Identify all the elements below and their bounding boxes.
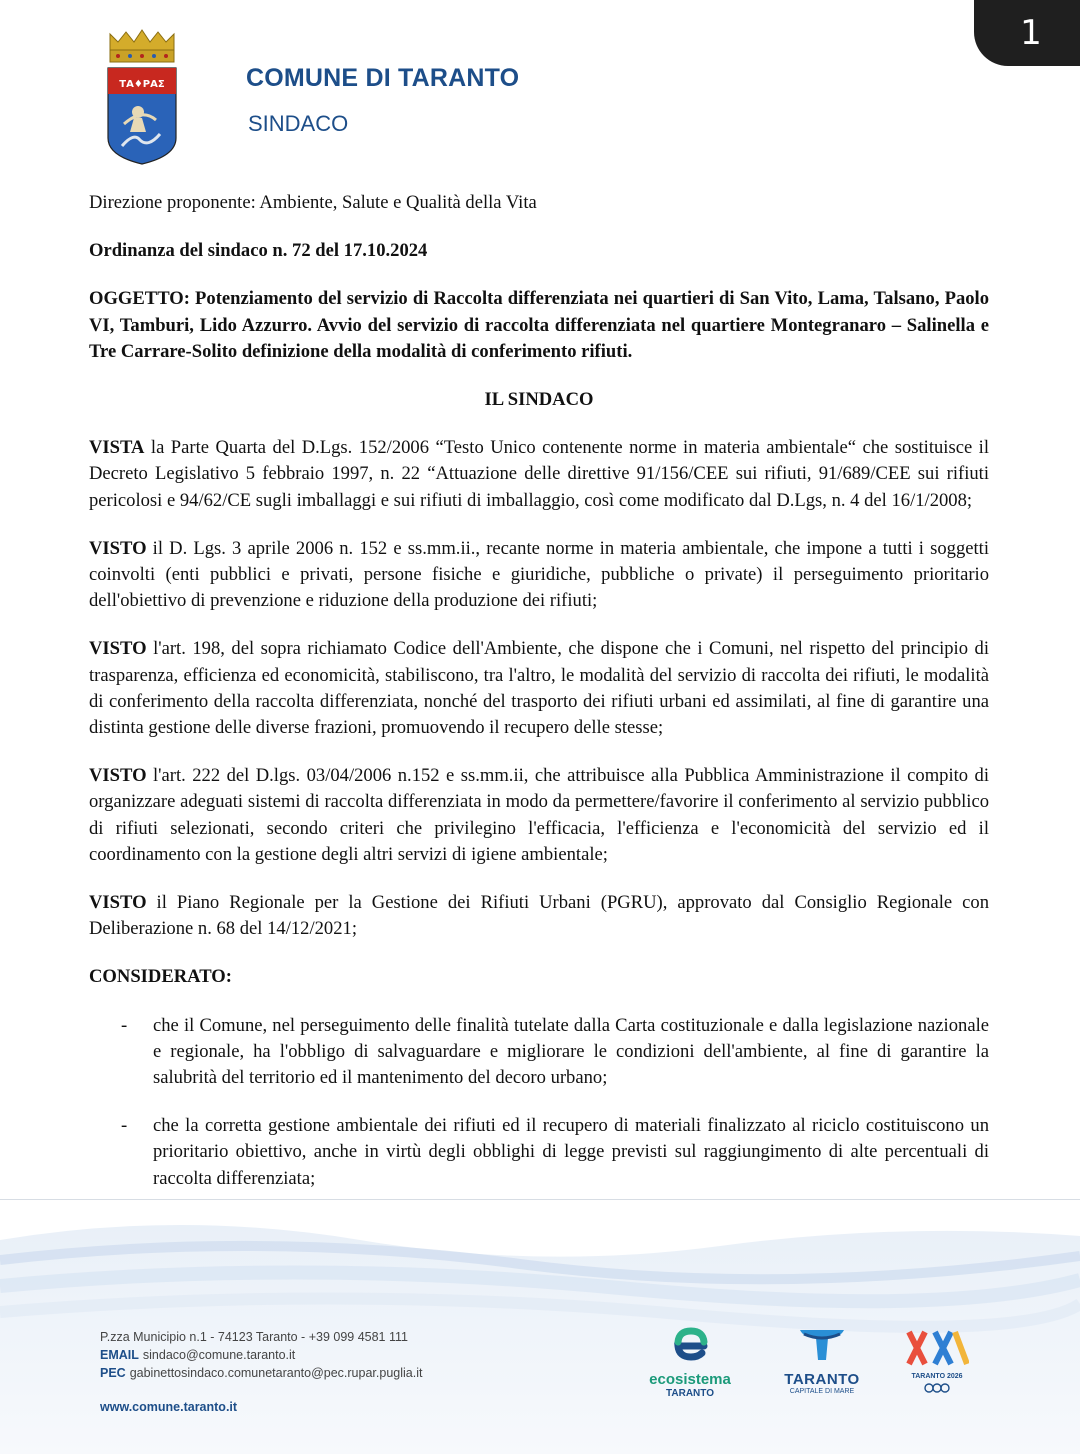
- considerato-list: [89, 1013, 989, 1192]
- page-number: 1: [1020, 13, 1042, 53]
- games-xx-icon: [905, 1328, 969, 1368]
- mediterranean-games-logo: [900, 1328, 974, 1398]
- paragraph-lead: VISTA: [89, 437, 145, 459]
- document-body: [89, 190, 989, 1214]
- section-heading: IL SINDACO: [484, 389, 594, 411]
- footer-email-row: [100, 1346, 422, 1364]
- footer-pec-row: [100, 1364, 422, 1382]
- ecosistema-logo: [640, 1324, 740, 1399]
- footer-wave-background: [0, 1200, 1080, 1454]
- paragraph-visto-4: [89, 890, 989, 942]
- list-item: - che il Comune, nel perseguimento delle finalità tutelate dalla Carta costituzionale e dalla legislazione nazionale e regionale, ha l'obbligo di salvaguardare e migliorare le condizioni dell'ambiente, al fine di garantire la salubrità del territorio ed il mantenimento del decoro urbano;: [153, 1013, 989, 1092]
- paragraph-visto-2: [89, 636, 989, 741]
- pec-label: PEC: [100, 1366, 126, 1380]
- paragraph-lead: VISTO: [89, 638, 147, 660]
- page-number-badge: [974, 0, 1080, 66]
- org-subtitle: SINDACO: [248, 111, 349, 136]
- taranto-label: TARANTO: [784, 1371, 860, 1388]
- paragraph-lead: VISTO: [89, 892, 147, 914]
- svg-text:ΤΑ♦ΡΑΣ: ΤΑ♦ΡΑΣ: [119, 79, 165, 90]
- considerato-heading: CONSIDERATO:: [89, 966, 232, 988]
- paragraph-visto-3: [89, 763, 989, 868]
- coat-of-arms-icon: [104, 28, 180, 166]
- ordinanza-line: Ordinanza del sindaco n. 72 del 17.10.2024: [89, 240, 428, 262]
- org-title: COMUNE DI TARANTO: [246, 64, 520, 92]
- pec-link[interactable]: gabinettosindaco.comunetaranto@pec.rupar.puglia.it: [129, 1366, 423, 1380]
- taranto-capitale-logo: [772, 1326, 872, 1395]
- ecosistema-sub: TARANTO: [666, 1388, 714, 1399]
- paragraph-visto-1: [89, 536, 989, 615]
- footer-address: P.zza Municipio n.1 - 74123 Taranto - +39 099 4581 111: [100, 1330, 408, 1344]
- paragraph-text: il D. Lgs. 3 aprile 2006 n. 152 e ss.mm.ii., recante norme in materia ambientale, che impone a tutti i soggetti coinvolti (enti pubblici e privati, persone fisiche e giuridiche, pubbliche o private) il perseguimento prioritario dell'obiettivo di prevenzione e riduzione della produzione dei rifiuti;: [89, 537, 989, 612]
- taranto-t-icon: [796, 1326, 848, 1364]
- footer-contact: [100, 1328, 422, 1382]
- paragraph-text: l'art. 198, del sopra richiamato Codice dell'Ambiente, che dispone che i Comuni, nel rispetto del principio di trasparenza, efficienza ed economicità, stabiliscono, tra l'altro, le modalità del servizio di raccolta dei rifiuti, le modalità di conferimento della raccolta differenziata, nonché del trasporto dei rifiuti urbani ed assimilati, al fine di garantire una distinta gestione delle diverse frazioni, promuovendo il recupero delle stesse;: [89, 638, 989, 739]
- paragraph-lead: VISTO: [89, 537, 147, 559]
- paragraph-vista: [89, 435, 989, 514]
- website-link[interactable]: www.comune.taranto.it: [100, 1400, 238, 1414]
- list-item: - che la corretta gestione ambientale dei rifiuti ed il recupero di materiali finalizzato al riciclo costituiscono un prioritario obiettivo, anche in virtù degli obblighi di legge previsti sul raggiungimento di alte percentuali di raccolta differenziata;: [153, 1113, 989, 1192]
- paragraph-text: la Parte Quarta del D.Lgs. 152/2006 “Testo Unico contenente norme in materia ambientale“ che sostituisce il Decreto Legislativo 5 febbraio 1997, n. 22 “Attuazione delle direttive 91/156/CEE sui rifiuti, 91/689/CEE sui rifiuti pericolosi e 94/62/CE sugli imballaggi e sui rifiuti di imballaggio, così come modificato dal D.Lgs, n. 4 del 16/1/2008;: [89, 437, 989, 511]
- paragraph-lead: VISTO: [89, 765, 147, 787]
- olympic-rings-icon: [923, 1383, 951, 1393]
- direzione-line: Direzione proponente: Ambiente, Salute e Qualità della Vita: [89, 192, 537, 213]
- paragraph-text: il Piano Regionale per la Gestione dei Rifiuti Urbani (PGRU), approvato dal Consiglio Regionale con Deliberazione n. 68 del 14/12/2021;: [89, 892, 989, 940]
- paragraph-text: l'art. 222 del D.lgs. 03/04/2006 n.152 e ss.mm.ii, che attribuisce alla Pubblica Amministrazione il compito di organizzare adeguati sistemi di raccolta differenziata in modo da permettere/favorire il conferimento al servizio pubblico di rifiuti selezionati, secondo criteri che privilegino l'efficacia, l'efficienza e l'economicità del servizio ed il coordinamento con la gestione degli altri servizi di igiene ambientale;: [89, 765, 989, 865]
- email-link[interactable]: sindaco@comune.taranto.it: [142, 1348, 296, 1362]
- ecosistema-label: ecosistema: [649, 1371, 731, 1388]
- oggetto-paragraph: OGGETTO: Potenziamento del servizio di Raccolta differenziata nei quartieri di San Vito, Lama, Talsano, Paolo VI, Tamburi, Lido Azzurro. Avvio del servizio di raccolta differenziata nel quartiere Montegranaro – Salinella e Tre Carrare-Solito definizione della modalità di conferimento rifiuti.: [89, 288, 989, 362]
- ecosistema-e-icon: [670, 1324, 710, 1364]
- games-label: TARANTO 2026: [911, 1373, 963, 1380]
- taranto-sub: CAPITALE DI MARE: [789, 1388, 855, 1395]
- email-label: EMAIL: [100, 1348, 139, 1362]
